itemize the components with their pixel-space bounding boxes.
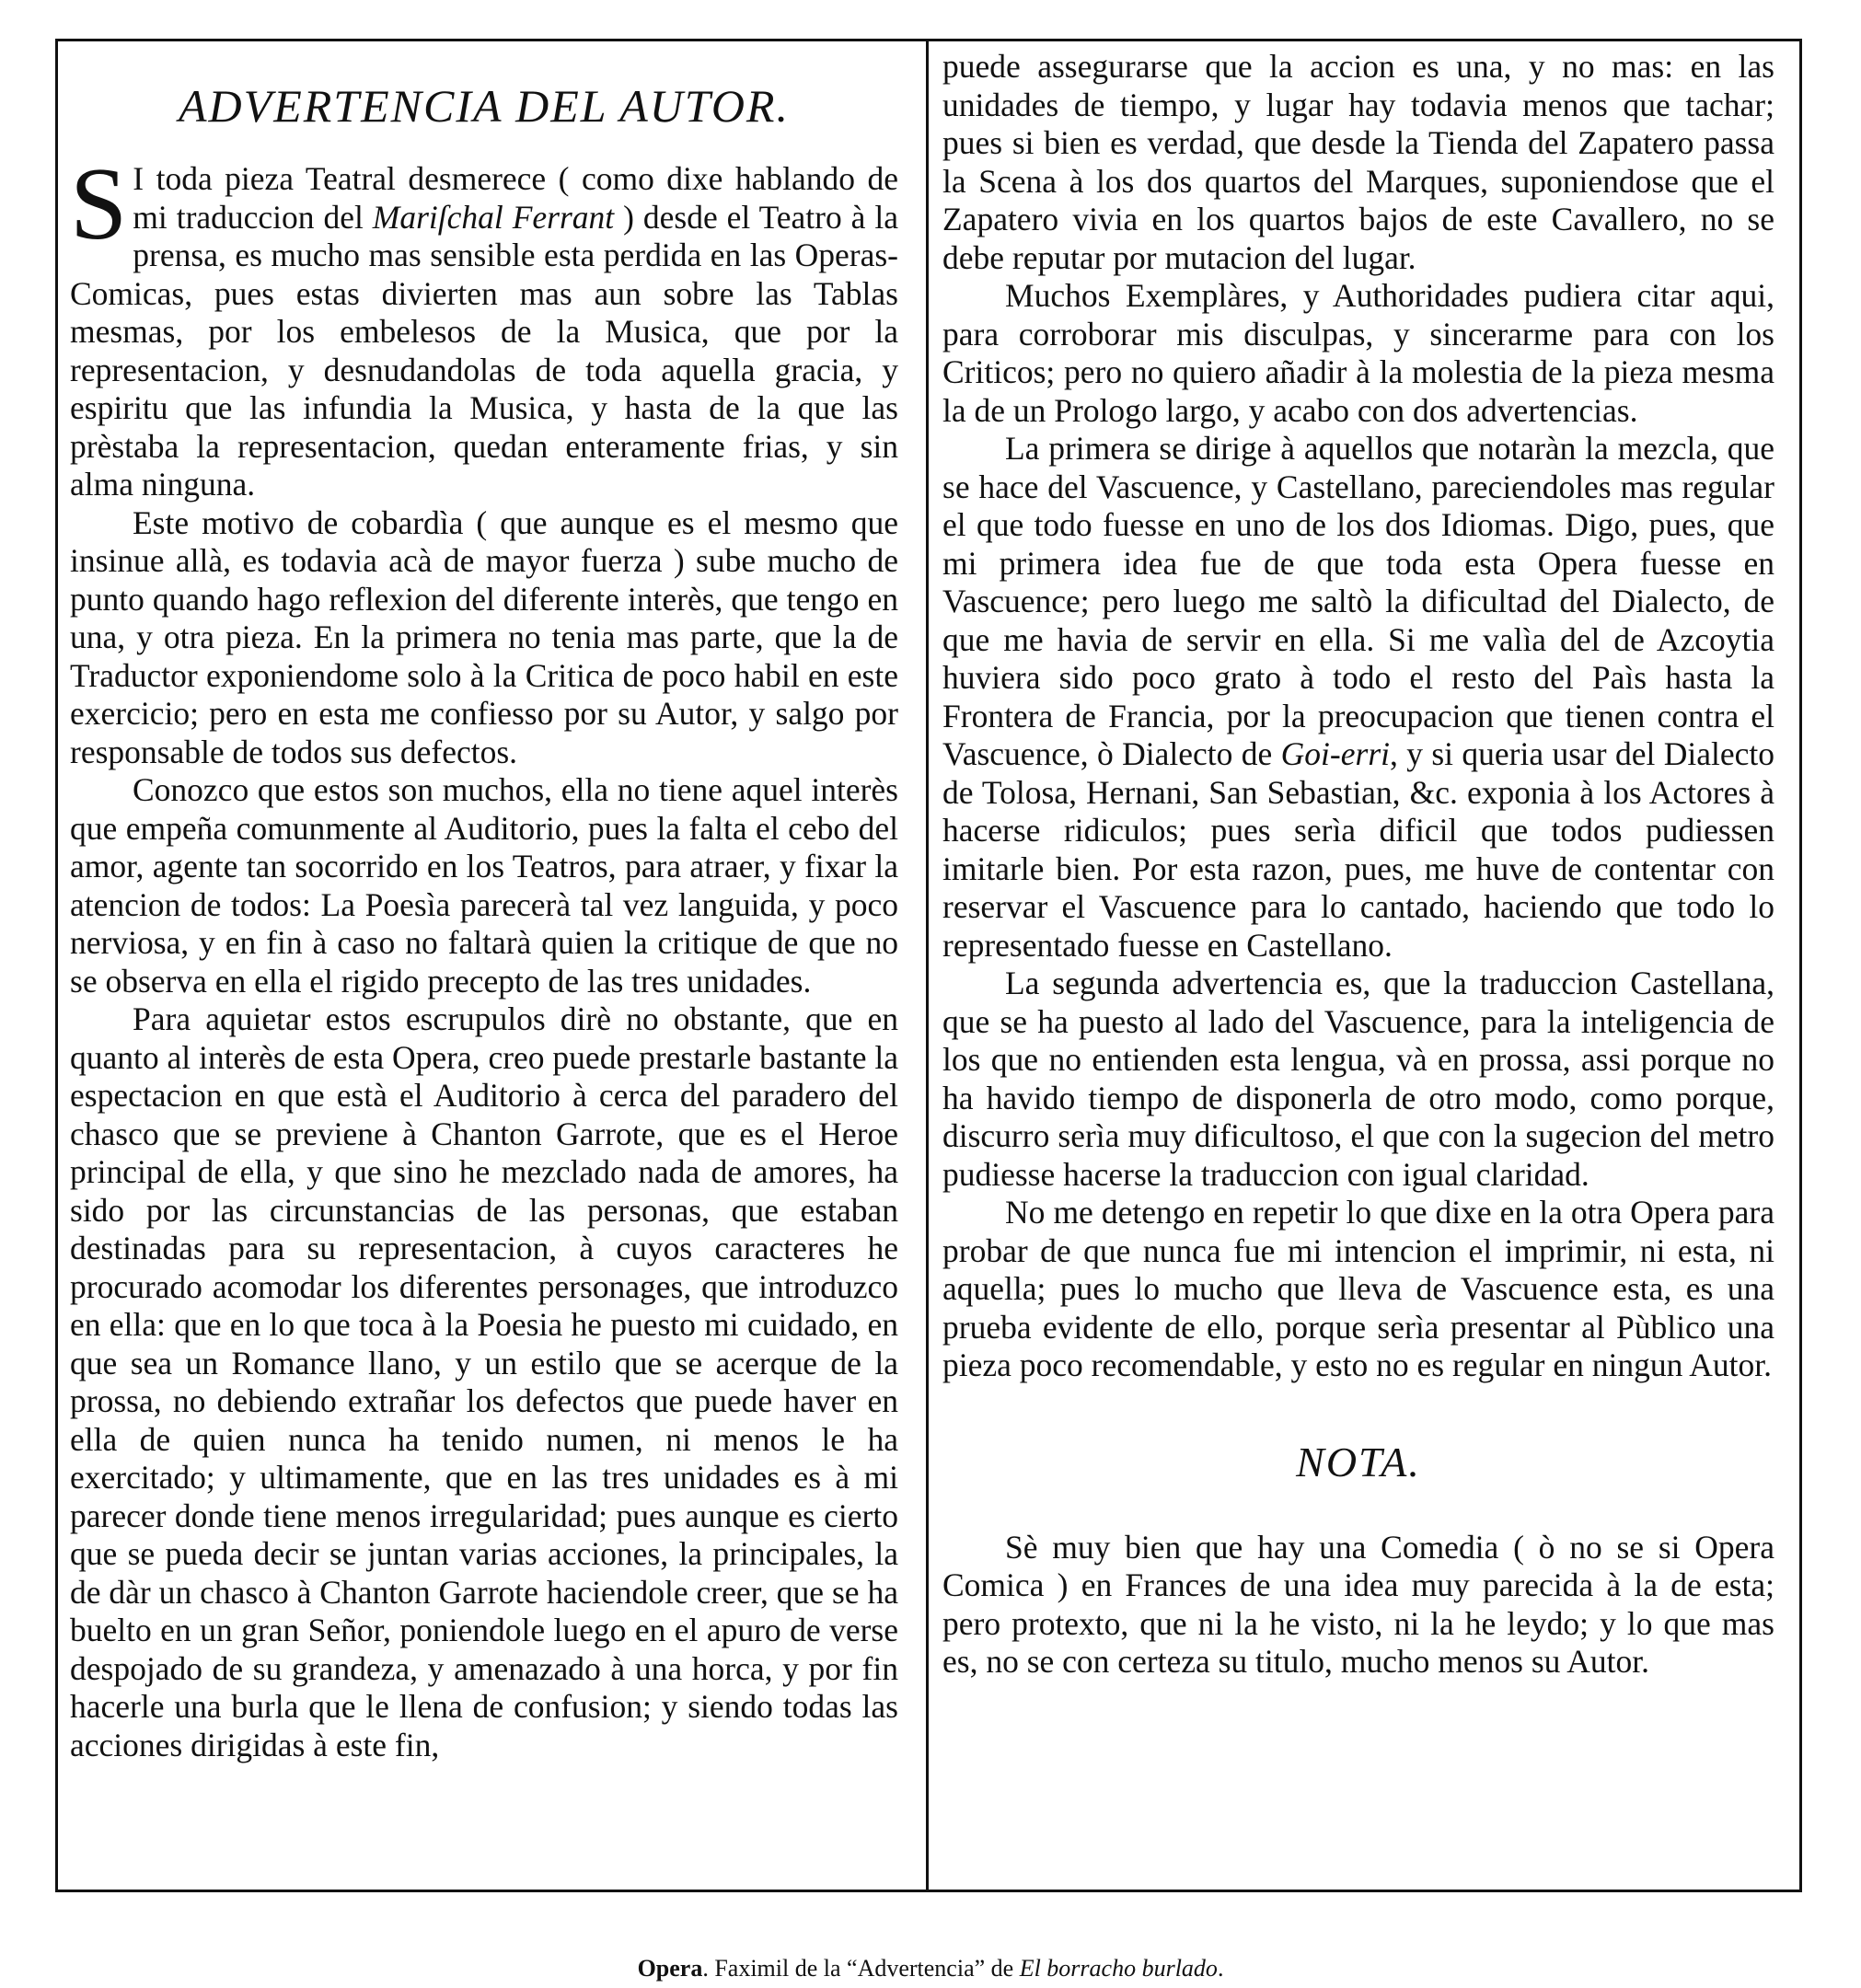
right-column — [942, 48, 1774, 1682]
paragraph-7-end: , y si queria usar del Dialecto de Tolosa, Hernani, San Sebastian, &c. exponia à los Actores à hacerse ridiculos; pues serìa dificil que todos pudiessen imitarle bien. Por esta razon, pues, me huve de contentar con reservar el Vascuence para lo cantado, haciendo que todo lo representado fuesse en Castellano. — [942, 735, 1774, 964]
paragraph-5: puede assegurarse que la accion es una, y no mas: en las unidades de tiempo, y lugar hay todavia menos que tachar; pues si bien es verdad, que desde la Tienda del Zapatero passa la Scena à los dos quartos del Marques, suponiendose que el Zapatero vivia en los quartos bajos de este Cavallero, no se debe reputar por mutacion del lugar. — [942, 48, 1774, 276]
caption-bold: Opera — [637, 1955, 703, 1982]
left-column — [70, 53, 898, 1764]
work-title-italic: Mariſchal Ferrant — [372, 198, 615, 236]
paragraph-1 — [70, 147, 898, 504]
nota-heading: NOTA. — [1296, 1438, 1421, 1485]
paragraph-6: Muchos Exemplàres, y Authoridades pudiera citar aqui, para corroborar mis disculpas, y sincerarme para con los Criticos; pero no quiero añadir à la molestia de la pieza mesma la de un Prologo largo, y acabo con dos advertencias. — [942, 277, 1774, 429]
paragraph-4: Para aquietar estos escrupulos dirè no obstante, que en quanto al interès de esta Opera, creo puede prestarle bastante la espectacion en que està el Auditorio à cerca del paradero del chasco que se previene à Chanton Garrote, que es el Heroe principal de ella, y que sino he mezclado nada de amores, ha sido por las circunstancias de las personas, que estaban destinadas para su representacion, à cuyos caracteres he procurado acomodar los diferentes personages, que introduzco en ella: que en lo que toca à la Poesia he puesto mi cuidado, en que sea un Romance llano, y un estilo que se acerque de la prossa, no debiendo extrañar los defectos que puede haver en ella de quien nunca ha tenido numen, ni menos le ha exercitado; y ultimamente, que en las tres unidades es à mi parecer donde tiene menos irregularidad; pues aunque es cierto que se pueda decir se juntan varias acciones, la principales, la de dàr un chasco à Chanton Garrote haciendole creer, que se ha buelto en un gran Señor, poniendole luego en el apuro de verse despojado de su grandeza, y amenazado à una horca, y por fin hacerle una burla que le llena de confusion; y siendo todas las acciones dirigidas à este fin, — [70, 1000, 898, 1763]
caption-text-1: . Faximil de la “Advertencia” de — [702, 1955, 1020, 1982]
drop-cap: S — [70, 147, 128, 261]
column-divider — [926, 39, 929, 1892]
paragraph-7-start: La primera se dirige à aquellos que notaràn la mezcla, que se hace del Vascuence, y Castellano, pareciendoles mas regular el que todo fuesse en uno de los dos Idiomas. Digo, pues, que mi primera idea fue de que toda esta Opera fuesse en Vascuence; pero luego me saltò la dificultad del Dialecto, de que me havia de servir en ella. Si me valìa del de Azcoytia huviera sido poco grato à todo el resto del Paìs hasta la Frontera de Francia, por la preocupacion que tienen contra el Vascuence, ò Dialecto de — [942, 430, 1774, 772]
caption-italic: El borracho burlado — [1019, 1955, 1218, 1982]
paragraph-3: Conozco que estos son muchos, ella no tiene aquel interès que empeña comunmente al Auditorio, pues la falta el cebo del amor, agente tan socorrido en los Teatros, para atraer, y fixar la atencion de todos: La Poesìa parecerà tal vez languida, y poco nerviosa, y en fin à caso no faltarà quien la critique de que no se observa en ella el rigido precepto de las tres unidades. — [70, 771, 898, 1000]
caption-text-2: . — [1217, 1955, 1224, 1982]
paragraph-8: La segunda advertencia es, que la traduccion Castellana, que se ha puesto al lado del Vascuence, para la inteligencia de los que no entienden esta lengua, và en prossa, assi porque no ha havido tiempo de disponerla de otro modo, como porque, discurro serìa muy dificultoso, el que con la sugecion del metro pudiesse hacerse la traduccion con igual claridad. — [942, 965, 1774, 1193]
dialect-italic: Goi-erri — [1280, 735, 1390, 772]
paragraph-2: Este motivo de cobardìa ( que aunque es el mesmo que insinue allà, es todavia acà de mayor fuerza ) sube mucho de punto quando hago reflexion del diferente interès, que tengo en una, y otra pieza. En la primera no tenia mas parte, que la de Traductor exponiendome solo à la Critica de poco habil en este exercicio; pero en esta me confiesso por su Autor, y salgo por responsable de todos sus defectos. — [70, 503, 898, 770]
paragraph-1-end: ) desde el Teatro à la prensa, es mucho mas sensible esta perdida en las Operas-Comicas, pues estas divierten mas aun sobre las Tablas mesmas, por los embelesos de la Musica, que por la representacion, y desnudandolas de toda aquella gracia, y espiritu que las infundia la Musica, y hasta de la que las prèstaba la representacion, quedan enteramente frias, y sin alma ninguna. — [70, 198, 898, 503]
nota-paragraph: Sè muy bien que hay una Comedia ( ò no se si Opera Comica ) en Frances de una idea muy parecida à la de esta; pero protexto, que ni la he visto, ni la he leydo; y lo que mas es, no se con certeza su titulo, mucho menos su Autor. — [942, 1528, 1774, 1680]
page-title: ADVERTENCIA DEL AUTOR. — [179, 80, 790, 132]
paragraph-7 — [942, 430, 1774, 965]
figure-caption — [0, 1955, 1861, 1982]
paragraph-1-start: I toda pieza Teatral desmerece ( como dixe hablando de mi traduccion del — [133, 160, 898, 236]
paragraph-9: No me detengo en repetir lo que dixe en la otra Opera para probar de que nunca fue mi intencion el imprimir, ni esta, ni aquella; pues lo mucho que lleva de Vascuence esta, es una prueba evidente de ello, porque serìa presentar al Pùblico una pieza poco recomendable, y esto no es regular en ningun Autor. — [942, 1194, 1774, 1383]
